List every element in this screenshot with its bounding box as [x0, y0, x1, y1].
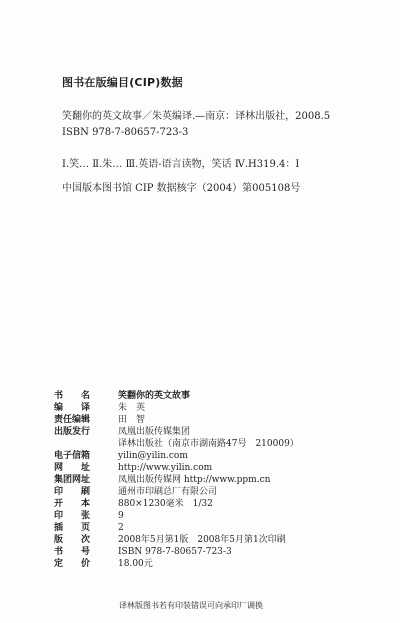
cip-line-1: 笑翻你的英文故事／朱英编译.—南京：译林出版社，2008.5: [62, 111, 331, 122]
colophon-row-translator: [54, 402, 354, 414]
colophon-value: 18.00元: [118, 559, 153, 569]
colophon-row-email: [54, 450, 354, 462]
colophon-value: 通州市印刷总厂有限公司: [118, 487, 218, 497]
colophon-value: 880×1230毫米 1/32: [118, 499, 213, 509]
colophon-label: 责任编辑: [54, 415, 91, 425]
colophon-label: 书 号: [54, 547, 91, 557]
colophon-label: 网 址: [54, 463, 91, 473]
colophon-table: [54, 390, 354, 570]
colophon-value: 笑翻你的英文故事: [118, 391, 191, 401]
colophon-value: 凤凰出版传媒集团: [118, 427, 191, 437]
cip-line-4: 中国版本图书馆 CIP 数据核字（2004）第005108号: [62, 183, 301, 194]
colophon-row-title: [54, 390, 354, 402]
colophon-value: 9: [118, 511, 124, 521]
colophon-label: 集团网址: [54, 475, 91, 485]
colophon-label: 出版发行: [54, 427, 91, 437]
colophon-row-format: [54, 498, 354, 510]
cip-line-3: Ⅰ.笑… Ⅱ.朱… Ⅲ.英语-语言读物，笑话 Ⅳ.H319.4：Ⅰ: [62, 159, 300, 170]
colophon-row-inserts: [54, 522, 354, 534]
colophon-row-website: [54, 462, 354, 474]
colophon-row-editor: [54, 414, 354, 426]
colophon-value: 凤凰出版传媒网 http://www.ppm.cn: [118, 475, 271, 485]
colophon-label: 电子信箱: [54, 451, 91, 461]
colophon-row-edition: [54, 534, 354, 546]
colophon-value: yilin@yilin.com: [118, 451, 188, 461]
colophon-label: 书 名: [54, 391, 91, 401]
colophon-label: 印 刷: [54, 487, 91, 497]
colophon-row-sheets: [54, 510, 354, 522]
colophon-value: ISBN 978-7-80657-723-3: [118, 547, 232, 557]
colophon-value: 田 智: [118, 415, 146, 425]
colophon-label: 版 次: [54, 535, 91, 545]
colophon-label: 编 译: [54, 403, 91, 413]
colophon-value: 朱 英: [118, 403, 146, 413]
cip-line-2: ISBN 978-7-80657-723-3: [62, 127, 189, 138]
colophon-footnote: 译林版图书若有印装错误可向承印厂调换: [119, 601, 263, 610]
colophon-value: 2008年5月第1版 2008年5月第1次印刷: [118, 535, 286, 545]
colophon-value: http://www.yilin.com: [118, 463, 213, 473]
colophon-row-publisher-address: [54, 438, 354, 450]
colophon-row-group-website: [54, 474, 354, 486]
cip-title: 图书在版编目(CIP)数据: [62, 76, 183, 89]
colophon-row-price: [54, 558, 354, 570]
colophon-row-printer: [54, 486, 354, 498]
colophon-row-isbn: [54, 546, 354, 558]
colophon-label: 插 页: [54, 523, 91, 533]
colophon-label: 印 张: [54, 511, 91, 521]
colophon-row-publisher: [54, 426, 354, 438]
colophon-label: 定 价: [54, 559, 91, 569]
colophon-value: 2: [118, 523, 124, 533]
colophon-value: 译林出版社（南京市湖南路47号 210009）: [118, 439, 299, 449]
colophon-label: 开 本: [54, 499, 91, 509]
